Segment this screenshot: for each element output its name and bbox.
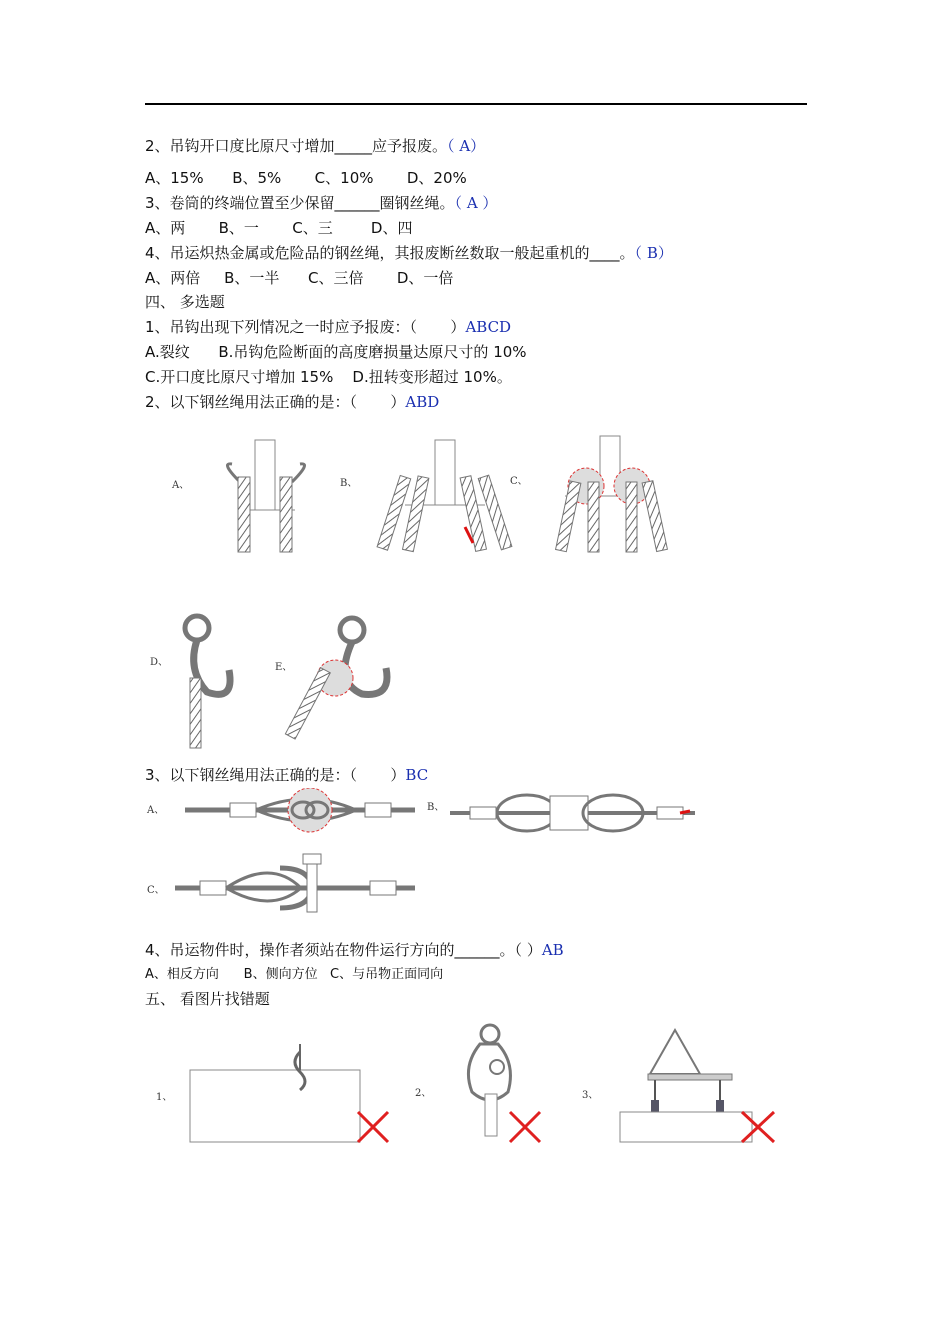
picture-1-illustration: [190, 1044, 388, 1142]
q-line-3: 3、卷筒的终端位置至少保留______圈钢丝绳。（ A ）: [145, 194, 498, 212]
q-line-11: 2、以下钢丝绳用法正确的是：（ ）ABD: [145, 393, 440, 411]
fig-label-d: D、: [150, 657, 169, 668]
fig-label-g: B、: [427, 802, 445, 813]
q-line-6: A、两倍 B、一半 C、三倍 D、一倍: [145, 269, 454, 287]
fig-label-h: C、: [147, 885, 165, 896]
wrong-mark-icon: [358, 1112, 388, 1142]
fig-label-p2: 2、: [415, 1088, 432, 1099]
fig-label-p3: 3、: [582, 1090, 599, 1101]
q-line-13: 4、吊运物件时，操作者须站在物件运行方向的______。（ ）AB: [145, 941, 564, 959]
fig-label-c: C、: [510, 476, 528, 487]
fig-label-a: A、: [172, 480, 190, 491]
header-rule: [145, 103, 807, 105]
sling-a-illustration: [228, 440, 305, 552]
q-line-5: 4、吊运炽热金属或危险品的钢丝绳，其报废断丝数取一般起重机的____。（ B）: [145, 244, 673, 262]
picture-2-illustration: [468, 1025, 540, 1142]
sling-b-illustration: [377, 440, 512, 552]
sling-c-illustration: [556, 436, 668, 552]
fig-label-b: B、: [340, 478, 358, 489]
q-line-2: A、15% B、5% C、10% D、20%: [145, 169, 467, 187]
q-line-4: A、两 B、一 C、三 D、四: [145, 219, 413, 237]
rope-connection-figure: [145, 788, 705, 913]
sling-figure-abc: [160, 432, 680, 562]
wrong-mark-icon: [742, 1112, 774, 1142]
fig-label-p1: 1、: [156, 1092, 173, 1103]
q-line-10: C.开口度比原尺寸增加 15% D.扭转变形超过 10%。: [145, 368, 512, 386]
q-line-14: A、相反方向 B、侧向方位 C、与吊物正面同向: [145, 967, 444, 982]
hook-e-illustration: [285, 618, 387, 739]
q-line-12: 3、以下钢丝绳用法正确的是：（ ）BC: [145, 766, 429, 784]
fig-label-f: A、: [147, 805, 165, 816]
section-four-title: 四、 多选题: [145, 293, 225, 311]
connection-c-illustration: [175, 854, 415, 912]
q-line-9: A.裂纹 B.吊钩危险断面的高度磨损量达原尺寸的 10%: [145, 343, 527, 361]
fig-label-e: E、: [275, 662, 293, 673]
error-finding-figure: [150, 1022, 790, 1152]
q-line-1: 2、吊钩开口度比原尺寸增加_____应予报废。（ A）: [145, 137, 486, 155]
hook-figure-de: [145, 610, 405, 755]
connection-a-illustration: [185, 788, 415, 832]
connection-b-illustration: [450, 795, 695, 831]
q-line-8: 1、吊钩出现下列情况之一时应予报废：（ ）ABCD: [145, 318, 512, 336]
hook-d-illustration: [185, 616, 230, 748]
picture-3-illustration: [620, 1030, 774, 1142]
section-five-title: 五、 看图片找错题: [145, 990, 270, 1008]
wrong-mark-icon: [510, 1112, 540, 1142]
